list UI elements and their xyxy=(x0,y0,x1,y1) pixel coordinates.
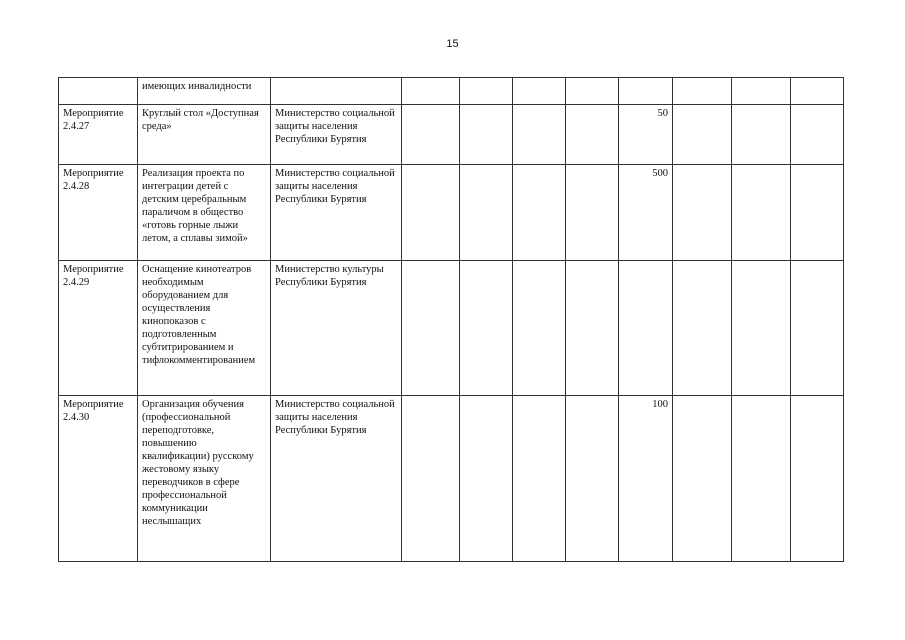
empty-cell xyxy=(513,396,566,562)
empty-cell xyxy=(460,165,513,261)
empty-cell xyxy=(673,165,732,261)
responsible-org: Министерство социальной защиты населения Республики Бурятия xyxy=(271,105,402,165)
empty-cell xyxy=(673,396,732,562)
empty-cell xyxy=(513,105,566,165)
empty-cell xyxy=(402,396,460,562)
empty-cell xyxy=(673,105,732,165)
table-row xyxy=(59,105,844,165)
empty-cell xyxy=(732,261,791,396)
empty-cell xyxy=(673,261,732,396)
activity-name: Оснащение кинотеатров необходимым оборудованием для осуществления кинопоказов с подготовленным субтитрированием и тифлокомментированием xyxy=(138,261,271,396)
activity-name: Реализация проекта по интеграции детей с детским церебральным параличом в общество «готовь горные лыжи летом, а сплавы зимой» xyxy=(138,165,271,261)
activity-id: Мероприятие 2.4.27 xyxy=(59,105,138,165)
empty-cell xyxy=(791,165,844,261)
empty-cell xyxy=(402,165,460,261)
empty-cell xyxy=(791,78,844,105)
empty-cell xyxy=(402,261,460,396)
empty-cell xyxy=(791,396,844,562)
activity-id: Мероприятие 2.4.28 xyxy=(59,165,138,261)
empty-cell xyxy=(566,396,619,562)
empty-cell xyxy=(673,78,732,105)
empty-cell xyxy=(791,261,844,396)
empty-cell xyxy=(460,105,513,165)
activity-name: имеющих инвалидности xyxy=(138,78,271,105)
funding-value xyxy=(619,261,673,396)
activities-table xyxy=(58,77,844,562)
funding-value: 50 xyxy=(619,105,673,165)
empty-cell xyxy=(513,261,566,396)
funding-value: 500 xyxy=(619,165,673,261)
empty-cell xyxy=(791,105,844,165)
empty-cell xyxy=(732,105,791,165)
funding-value: 100 xyxy=(619,396,673,562)
empty-cell xyxy=(732,78,791,105)
activity-id: Мероприятие 2.4.29 xyxy=(59,261,138,396)
table-row xyxy=(59,261,844,396)
empty-cell xyxy=(513,78,566,105)
empty-cell xyxy=(402,105,460,165)
empty-cell xyxy=(566,105,619,165)
responsible-org: Министерство социальной защиты населения Республики Бурятия xyxy=(271,396,402,562)
responsible-org xyxy=(271,78,402,105)
empty-cell xyxy=(732,165,791,261)
empty-cell xyxy=(402,78,460,105)
empty-cell xyxy=(566,78,619,105)
empty-cell xyxy=(566,261,619,396)
empty-cell xyxy=(460,396,513,562)
table-row xyxy=(59,165,844,261)
empty-cell xyxy=(460,78,513,105)
funding-value xyxy=(619,78,673,105)
table-row xyxy=(59,396,844,562)
empty-cell xyxy=(566,165,619,261)
page-number: 15 xyxy=(446,38,459,50)
empty-cell xyxy=(513,165,566,261)
activity-name: Круглый стол «Доступная среда» xyxy=(138,105,271,165)
table-row xyxy=(59,78,844,105)
empty-cell xyxy=(732,396,791,562)
activity-id xyxy=(59,78,138,105)
activity-id: Мероприятие 2.4.30 xyxy=(59,396,138,562)
responsible-org: Министерство социальной защиты населения Республики Бурятия xyxy=(271,165,402,261)
activity-name: Организация обучения (профессиональной переподготовке, повышению квалификации) русскому жестовому языку переводчиков в сфере профессиональной коммуникации неслышащих xyxy=(138,396,271,562)
responsible-org: Министерство культуры Республики Бурятия xyxy=(271,261,402,396)
empty-cell xyxy=(460,261,513,396)
